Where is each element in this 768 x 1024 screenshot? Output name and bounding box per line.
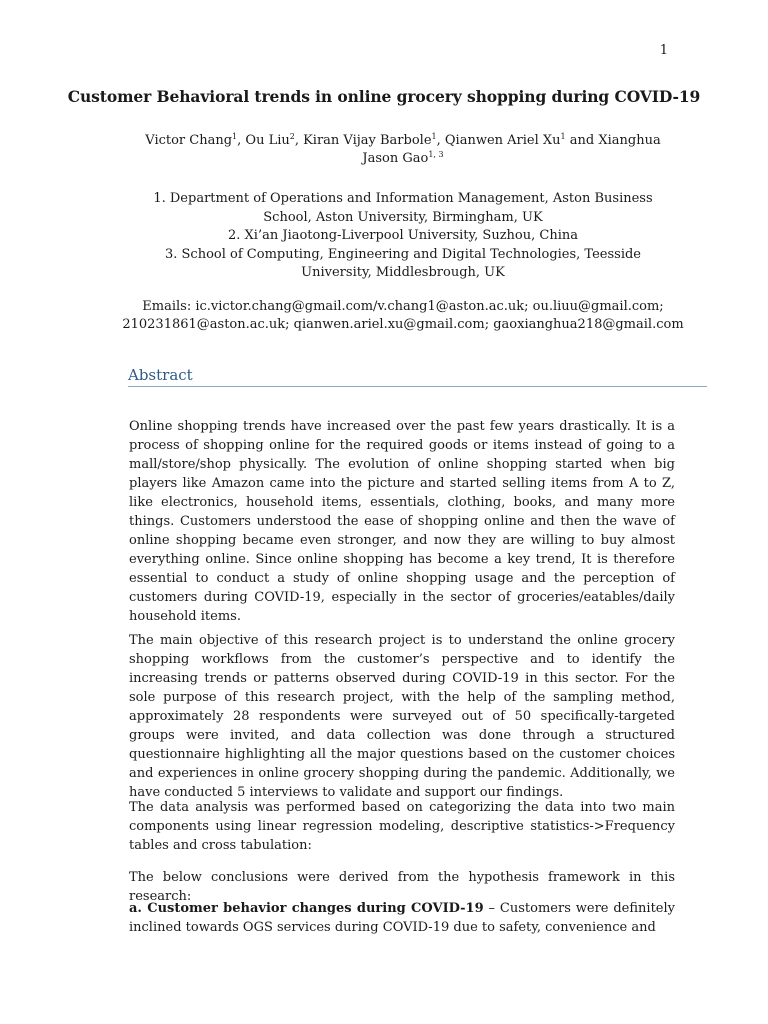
abstract-paragraph: The main objective of this research project is to understand the online grocery shopping workflows from the customer’s perspective and to identify the increasing trends or patterns observed during COVID-19 in this sector. For the sole purpose of this research project, with the help of the sampling method, approximately 28 respondents were surveyed out of 50 specifically-targeted groups were invited, and data collection was done through a structured questionnaire highlighting all the major questions based on the customer choices and experiences in online grocery shopping during the pandemic. Additionally, we have conducted 5 interviews to validate and support our findings. — [129, 633, 675, 800]
abstract-heading: Abstract — [128, 366, 193, 384]
abstract-paragraph: The data analysis was performed based on categorizing the data into two main components using linear regression modeling, descriptive statistics->Frequency tables and cross tabulation: — [129, 800, 675, 853]
affiliation-item: 2. Xi’an Jiaotong-Liverpool University, Suzhou, China — [228, 228, 578, 243]
author-list — [130, 132, 676, 168]
author-separator: , — [294, 133, 304, 148]
conclusion-item-heading: a. Customer behavior changes during COVID-19 — [129, 901, 484, 916]
author-emails: Emails: ic.victor.chang@gmail.com/v.chang1@aston.ac.uk; ou.liuu@gmail.com; 210231861@aston.ac.uk; qianwen.ariel.xu@gmail.com; gaoxianghua218@gmail.com — [122, 299, 684, 332]
affiliation-item: 1. Department of Operations and Information Management, Aston Business School, Aston University, Birmingham, UK — [153, 191, 653, 225]
paper-title: Customer Behavioral trends in online grocery shopping during COVID-19 — [67, 87, 701, 106]
author-affiliation-mark: 1 — [560, 132, 566, 141]
author-affiliation-mark: 1 — [232, 132, 238, 141]
author-name: Victor Chang — [145, 133, 233, 148]
affiliation-item: 3. School of Computing, Engineering and Digital Technologies, Teesside University, Middlesbrough, UK — [164, 246, 641, 280]
conclusion-item-text: – Customers were definitely inclined towards OGS services during COVID-19 due to safety, convenience and — [129, 901, 675, 935]
abstract-paragraph: Online shopping trends have increased over the past few years drastically. It is a process of shopping online for the required goods or items instead of going to a mall/store/shop physically. The evolution of online shopping started when big players like Amazon came into the picture and started selling items from A to Z, like electronics, household items, essentials, clothing, books, and many more things. Customers understood the ease of shopping online and then the wave of online shopping became even stronger, and now they are willing to buy almost everything online. Since online shopping has become a key trend, It is therefore essential to conduct a study of online shopping usage and the perception of customers during COVID-19, especially in the sector of groceries/eatables/daily household items. — [129, 419, 675, 624]
author-conjunction: and — [565, 133, 599, 148]
page-number: 1 — [659, 43, 668, 58]
author-name: Qianwen Ariel Xu — [444, 133, 561, 148]
author-name: Kiran Vijay Barbole — [303, 133, 432, 148]
author-affiliation-mark: 1 — [431, 132, 437, 141]
heading-divider — [128, 386, 707, 387]
author-separator: , — [237, 133, 246, 148]
author-affiliation-mark: 1, 3 — [428, 150, 444, 159]
author-name: Xianghua Jason Gao — [362, 133, 661, 166]
affiliation-list — [130, 190, 676, 283]
abstract-paragraph: The below conclusions were derived from the hypothesis framework in this research: — [129, 870, 675, 904]
author-affiliation-mark: 2 — [289, 132, 295, 141]
conclusion-item — [129, 899, 675, 937]
author-name: Ou Liu — [245, 133, 290, 148]
author-separator: , — [436, 133, 445, 148]
